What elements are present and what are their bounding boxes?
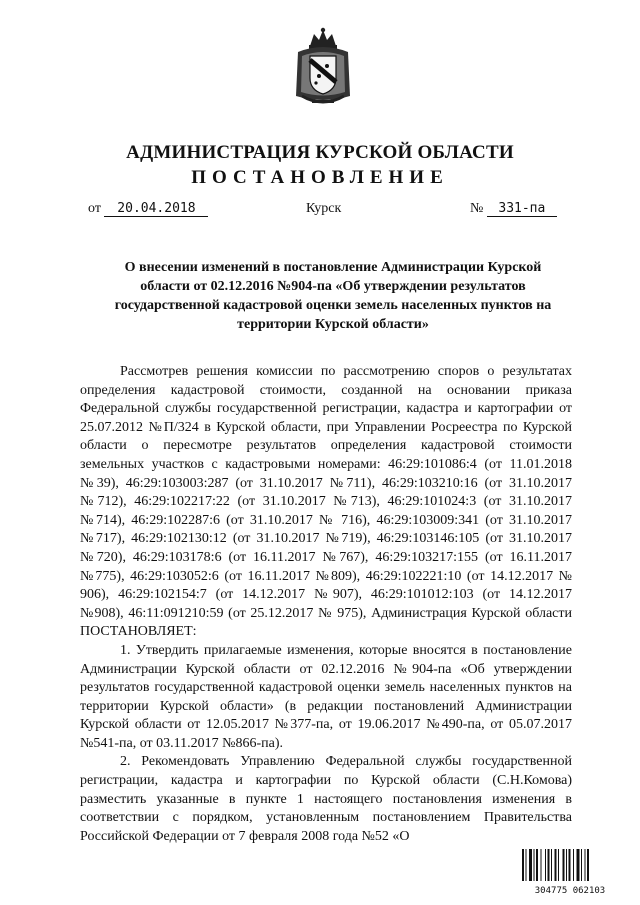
document-type: ПОСТАНОВЛЕНИЕ (191, 167, 449, 188)
city-name: Курск (306, 201, 342, 216)
document-title: О внесении изменений в постановление Администрации Курской области от 02.12.2016 №904-па «Об утверждении результатов государственной кадастровой оценки земель населенных пунктов на территории Курской области» (114, 260, 552, 332)
coat-of-arms-emblem (292, 26, 354, 106)
date-line (88, 201, 208, 217)
date-prefix: от (88, 201, 101, 216)
document-number: 331-па (487, 201, 557, 217)
barcode-number: 304775 062103 (534, 886, 606, 896)
number-line (470, 201, 557, 217)
paragraph-preamble: Рассмотрев решения комиссии по рассмотрению споров о результатах определения кадастровой стоимости, созданной на основании приказа Федеральной службы государственной регистрации, кадастра и картографии от 25.07.2012 №П/324 в Курской области, при Управлении Росреестра по Курской области о пересмотре результатов определения кадастровой стоимости земельных участков с кадастровыми номерами: 46:29:101086:4 (от 11.01.2018 №39), 46:29:103003:287 (от 31.10.2017 №711), 46:29:103210:16 (от 31.10.2017 №712), 46:29:102217:22 (от 31.10.2017 №713), 46:29:101024:3 (от 31.10.2017 №714), 46:29:102287:6 (от 31.10.2017 № 716), 46:29:103009:341 (от 31.10.2017 №717), 46:29:102130:12 (от 31.10.2017 №719), 46:29:103146:105 (от 31.10.2017 №720), 46:29:103178:6 (от 16.11.2017 №767), 46:29:103217:155 (от 16.11.2017 №775), 46:29:103052:6 (от 16.11.2017 №809), 46:29:102221:10 (от 14.12.2017 № 906), 46:29:102154:7 (от 14.12.2017 №907), 46:29:101012:103 (от 14.12.2017 №908), 46:11:091210:59 (от 25.12.2017 № 975), Администрация Курской области ПОСТАНОВЛЯЕТ: (80, 364, 572, 640)
paragraph-item-2: 2. Рекомендовать Управлению Федеральной службы государственной регистрации, кадастра и картографии по Курской области (С.Н.Комова) разместить указанные в пункте 1 настоящего постановления изменения в соответствии с порядком, установленным постановлением Правительства Российской Федерации от 7 февраля 2008 года №52 «О (80, 754, 572, 844)
barcode-bars (520, 849, 620, 881)
document-body (80, 363, 572, 846)
number-prefix: № (470, 201, 484, 216)
organization-name: АДМИНИСТРАЦИЯ КУРСКОЙ ОБЛАСТИ (126, 142, 514, 163)
document-date: 20.04.2018 (104, 201, 208, 217)
barcode (520, 849, 620, 896)
paragraph-item-1: 1. Утвердить прилагаемые изменения, которые вносятся в постановление Администрации Курской области от 02.12.2016 №904-па «Об утверждении результатов государственной кадастровой оценки земель населенных пунктов на территории Курской области» (в редакции постановлений Администрации Курской области от 12.05.2017 №377-па, от 19.06.2017 №490-па, от 05.07.2017 №541-па, от 03.11.2017 №866-па). (80, 642, 572, 751)
